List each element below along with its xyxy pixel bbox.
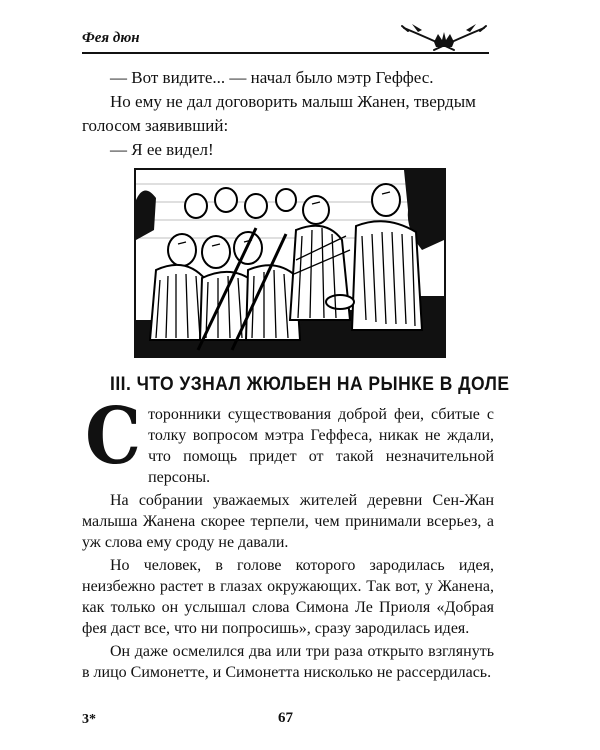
page-number: 67: [278, 710, 293, 726]
chapter-title: III. ЧТО УЗНАЛ ЖЮЛЬЕН НА РЫНКЕ В ДОЛЕ: [110, 374, 510, 395]
dialog-line-3: — Я ее видел!: [110, 140, 214, 159]
paragraph-2: На собрании уважаемых жителей деревни Сен-Жан малыша Жанена скорее терпели, чем принимали всерьез, а уж слова ему сроду не давали.: [82, 492, 494, 551]
paragraph-3: Но человек, в голове которого зародилась идея, неизбежно растет в глазах окружающих. Так вот, у Жанена, как только он услышал слова Симона Ле Приоля «Добрая фея даст все, что ни попросишь», сразу зародилась идея.: [82, 557, 494, 637]
paragraph-4: Он даже осмелился два или три раза открыто взглянуть в лицо Симонетте, и Симонетта нисколько не рассердилась.: [82, 643, 494, 681]
paragraph-1: [82, 391, 494, 488]
header-rule: [82, 52, 489, 54]
illustration-village-assembly: [134, 168, 446, 358]
paragraph-1-text: торонники существования доброй феи, сбитые с толку вопросом мэтра Геффеса, никак не ждали, что помощь придет от такой незначительной персоны.: [148, 406, 494, 486]
chapter-body: [82, 391, 494, 685]
drop-cap: С: [85, 391, 141, 482]
signature-mark: 3*: [82, 712, 96, 727]
running-title: Фея дюн: [82, 30, 140, 46]
dialog-line-1: — Вот видите... — начал было мэтр Геффес.: [110, 68, 434, 87]
dialog-line-2: Но ему не дал договорить малыш Жанен, твердым голосом заявивший:: [82, 92, 476, 135]
engraving-art: [136, 170, 444, 356]
crossed-swords-crown-icon: [398, 20, 490, 54]
